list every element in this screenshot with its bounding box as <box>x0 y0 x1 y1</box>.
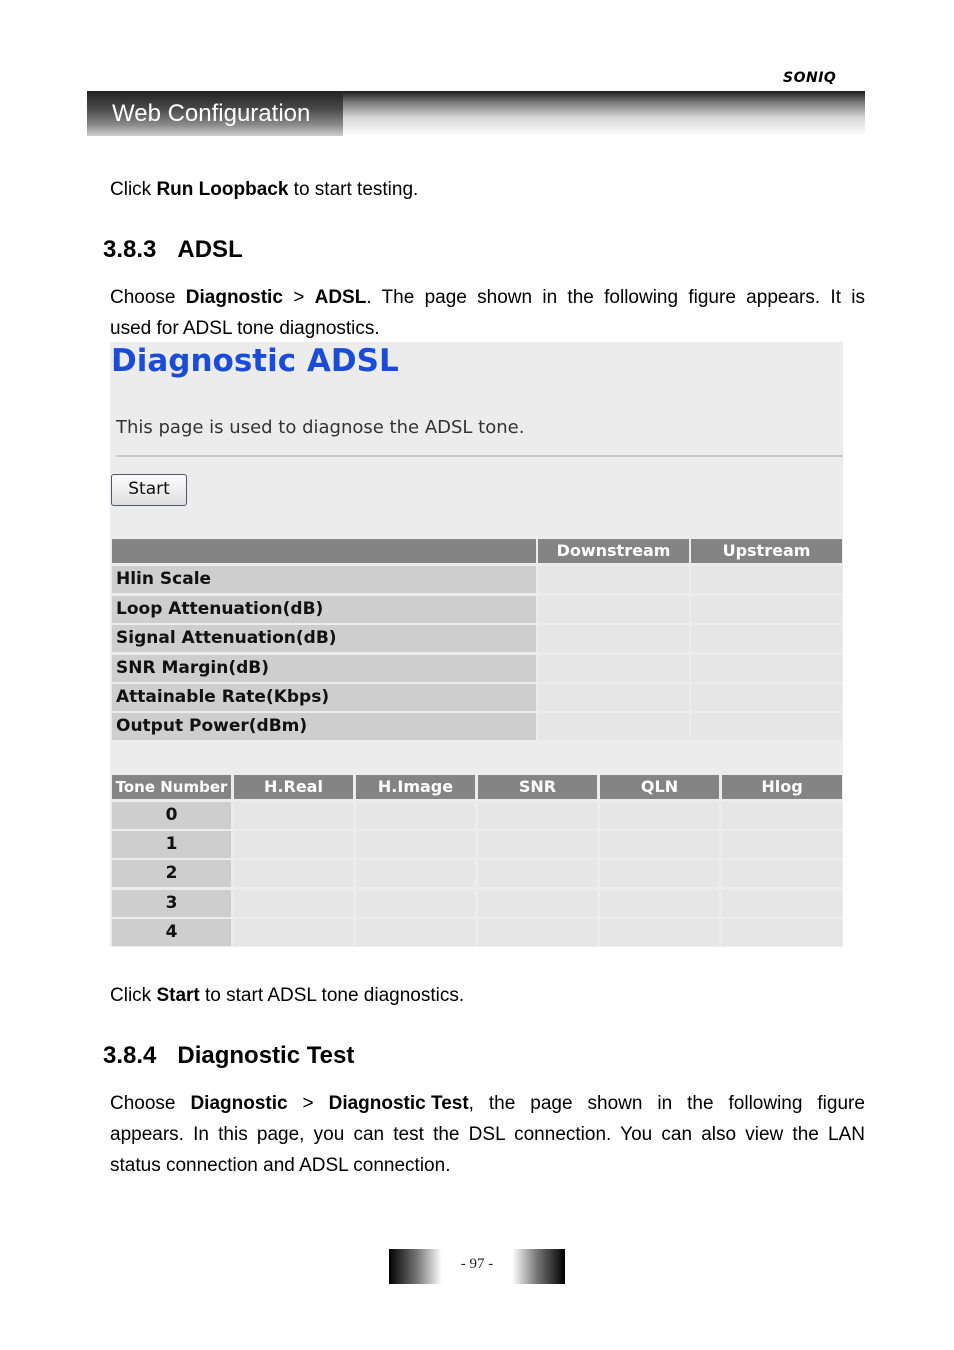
metrics-value-upstream <box>691 596 842 623</box>
metrics-row-label: Attainable Rate(Kbps) <box>112 684 536 711</box>
metrics-header-blank <box>112 539 536 563</box>
tone-header: Hlog <box>722 775 842 799</box>
tone-cell <box>356 802 475 829</box>
tone-cell <box>600 919 719 946</box>
tone-cell <box>722 890 842 917</box>
metrics-header-upstream: Upstream <box>691 539 842 563</box>
tone-cell <box>478 890 597 917</box>
tone-cell <box>722 919 842 946</box>
metrics-value-downstream <box>538 566 689 593</box>
tone-cell <box>600 802 719 829</box>
tone-number: 0 <box>112 802 231 829</box>
tone-number: 2 <box>112 860 231 887</box>
intro-paragraph: Click Run Loopback to start testing. <box>110 179 419 200</box>
tone-number: 4 <box>112 919 231 946</box>
start-instruction: Click Start to start ADSL tone diagnostics. <box>110 985 465 1006</box>
tone-header: H.Image <box>356 775 475 799</box>
start-button[interactable]: Start <box>111 474 187 506</box>
tone-cell <box>722 802 842 829</box>
tone-number: 3 <box>112 890 231 917</box>
figure-divider <box>116 455 843 457</box>
diagnostic-test-description: Choose Diagnostic > Diagnostic Test, the page shown in the following figure appears. In this page, you can test the DSL connection. You can also view the LAN status connection and ADSL connection. <box>110 1093 865 1176</box>
tone-cell <box>722 860 842 887</box>
page-number: - 97 - <box>460 1256 494 1272</box>
tone-cell <box>234 890 353 917</box>
metrics-value-downstream <box>538 655 689 682</box>
tone-header: SNR <box>478 775 597 799</box>
metrics-value-upstream <box>691 566 842 593</box>
section-heading-adsl: 3.8.3 ADSL <box>103 236 243 263</box>
tone-cell <box>356 860 475 887</box>
metrics-value-downstream <box>538 713 689 740</box>
metrics-row-label: SNR Margin(dB) <box>112 655 536 682</box>
figure-description: This page is used to diagnose the ADSL tone. <box>116 417 525 438</box>
tone-cell <box>234 802 353 829</box>
header-title: Web Configuration <box>112 100 311 127</box>
tone-number: 1 <box>112 831 231 858</box>
metrics-row-label: Output Power(dBm) <box>112 713 536 740</box>
metrics-row-label: Hlin Scale <box>112 566 536 593</box>
metrics-value-downstream <box>538 596 689 623</box>
tone-cell <box>234 919 353 946</box>
tone-cell <box>356 831 475 858</box>
figure-title: Diagnostic ADSL <box>111 343 399 379</box>
tone-header: H.Real <box>234 775 353 799</box>
tone-cell <box>356 890 475 917</box>
metrics-value-upstream <box>691 625 842 652</box>
metrics-header-downstream: Downstream <box>538 539 689 563</box>
adsl-description: Choose Diagnostic > ADSL. The page shown in the following figure appears. It is used for ADSL tone diagnostics. <box>110 287 865 339</box>
tone-header: QLN <box>600 775 719 799</box>
tone-cell <box>478 802 597 829</box>
tone-cell <box>478 831 597 858</box>
tone-cell <box>234 860 353 887</box>
tone-header: Tone Number <box>112 775 231 799</box>
metrics-value-upstream <box>691 684 842 711</box>
tone-cell <box>478 919 597 946</box>
tone-cell <box>356 919 475 946</box>
tone-cell <box>600 890 719 917</box>
section-heading-diagnostic-test: 3.8.4 Diagnostic Test <box>103 1042 355 1069</box>
tone-cell <box>600 831 719 858</box>
tone-cell <box>478 860 597 887</box>
brand-logo: SONIQ <box>783 70 837 86</box>
metrics-row-label: Signal Attenuation(dB) <box>112 625 536 652</box>
metrics-value-downstream <box>538 684 689 711</box>
tone-cell <box>600 860 719 887</box>
metrics-row-label: Loop Attenuation(dB) <box>112 596 536 623</box>
metrics-value-upstream <box>691 713 842 740</box>
tone-cell <box>234 831 353 858</box>
metrics-value-downstream <box>538 625 689 652</box>
metrics-value-upstream <box>691 655 842 682</box>
tone-cell <box>722 831 842 858</box>
